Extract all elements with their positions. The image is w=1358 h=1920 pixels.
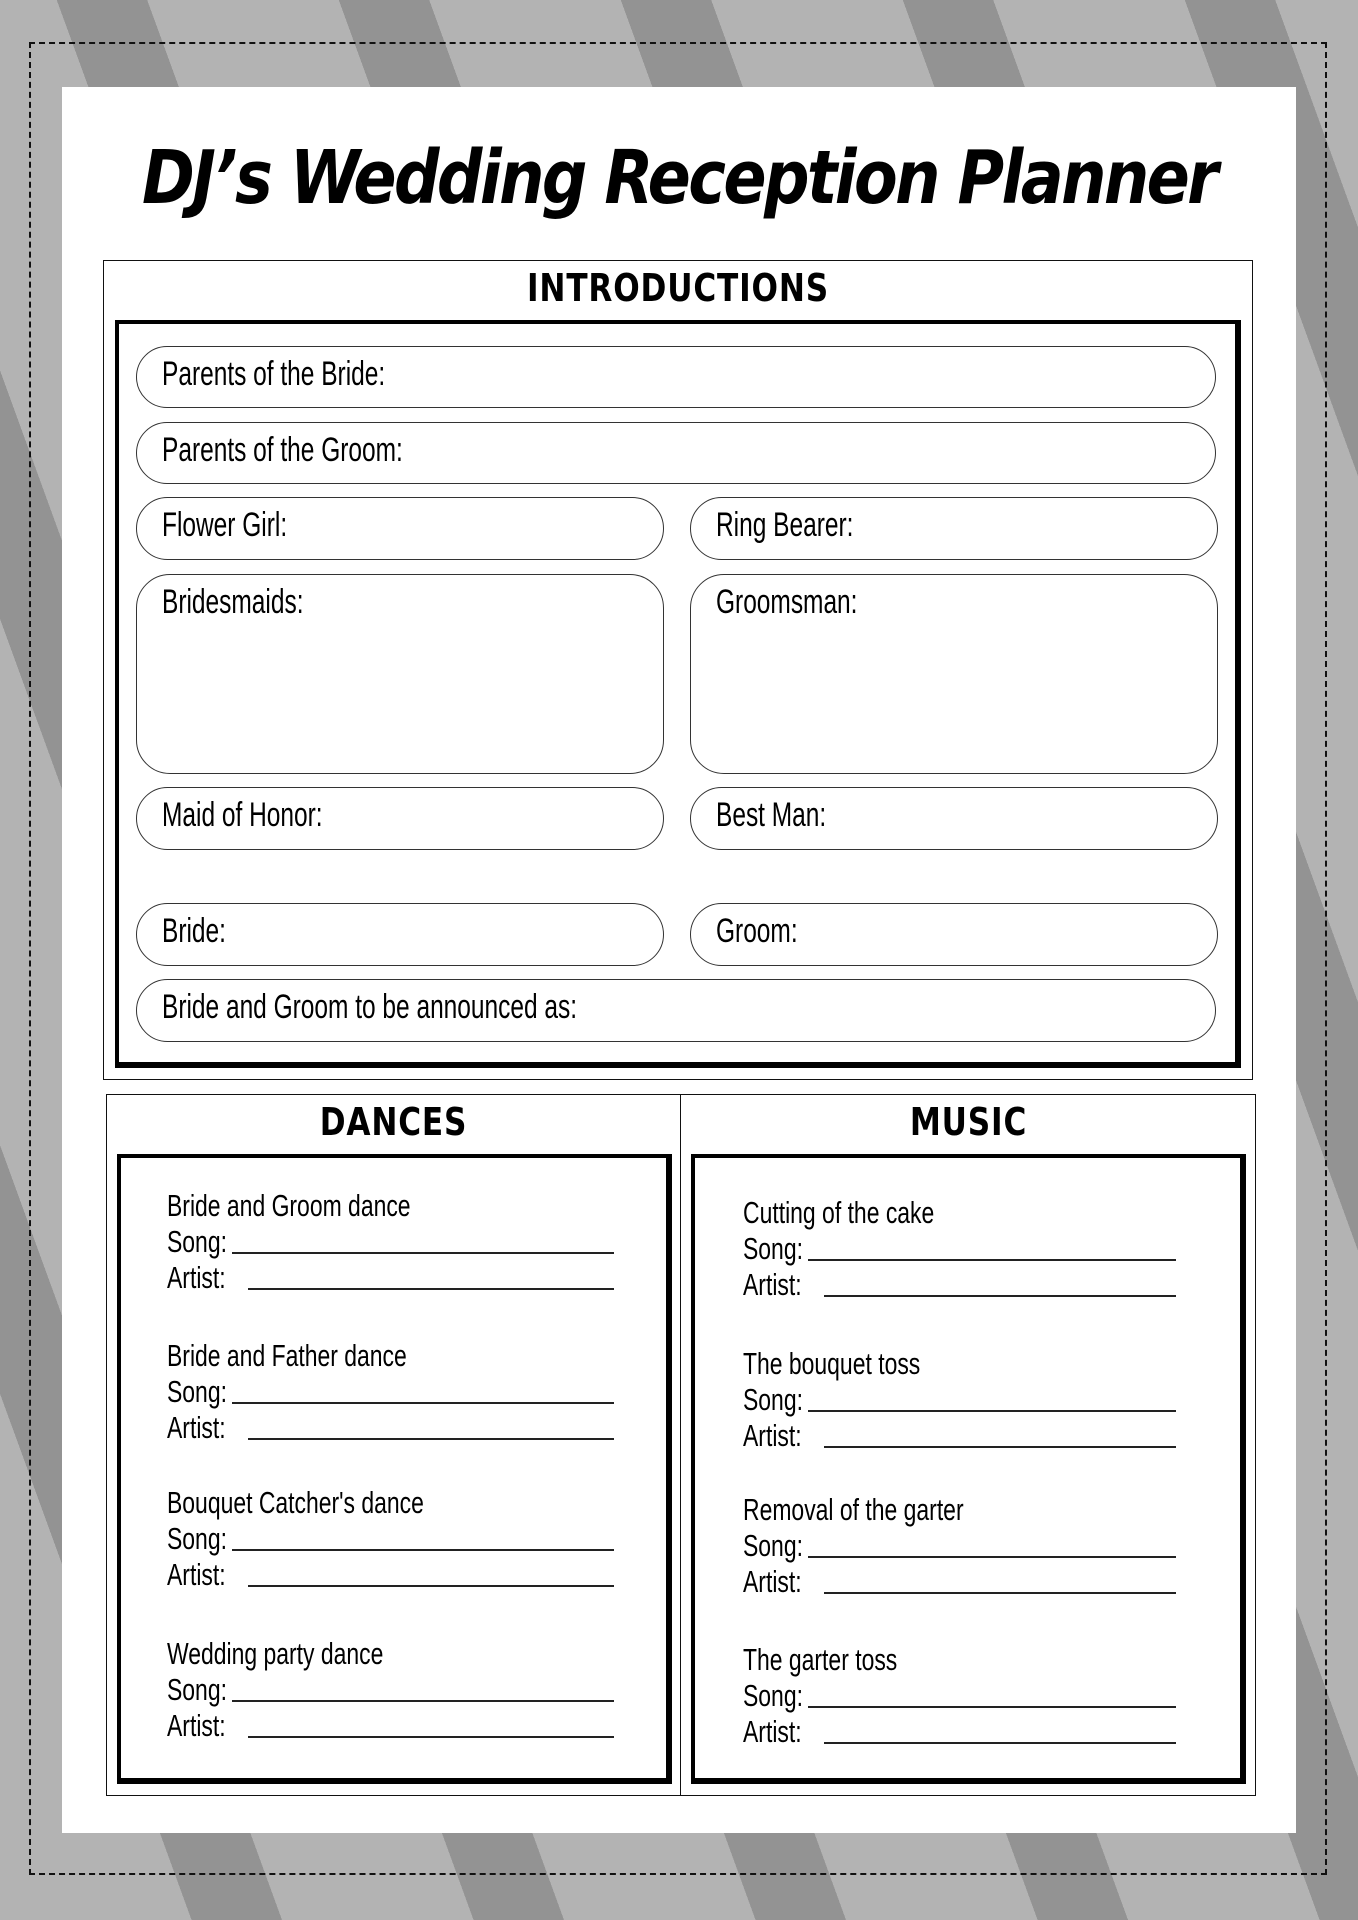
artist-input-line[interactable] bbox=[248, 1288, 614, 1290]
best-man-field[interactable] bbox=[690, 787, 1218, 850]
artist-label: Artist: bbox=[743, 1564, 802, 1599]
song-label: Song: bbox=[743, 1382, 803, 1417]
parents-of-bride-label: Parents of the Bride: bbox=[162, 355, 386, 393]
maid-of-honor-label: Maid of Honor: bbox=[162, 796, 323, 834]
parents-of-groom-field[interactable] bbox=[136, 422, 1216, 484]
song-label: Song: bbox=[743, 1678, 803, 1713]
song-input-line[interactable] bbox=[808, 1259, 1176, 1261]
music-item-title: Removal of the garter bbox=[743, 1492, 964, 1527]
music-item bbox=[743, 1492, 1193, 1602]
bride-field[interactable] bbox=[136, 903, 664, 966]
best-man-label: Best Man: bbox=[716, 796, 827, 834]
song-label: Song: bbox=[743, 1231, 803, 1266]
bride-label: Bride: bbox=[162, 912, 226, 950]
flower-girl-label: Flower Girl: bbox=[162, 506, 288, 544]
music-item-title: Cutting of the cake bbox=[743, 1195, 935, 1230]
dance-item-title: Bride and Father dance bbox=[167, 1338, 407, 1373]
song-input-line[interactable] bbox=[232, 1700, 614, 1702]
artist-label: Artist: bbox=[167, 1557, 226, 1592]
music-item bbox=[743, 1195, 1193, 1305]
maid-of-honor-field[interactable] bbox=[136, 787, 664, 850]
song-input-line[interactable] bbox=[808, 1556, 1176, 1558]
song-label: Song: bbox=[167, 1521, 227, 1556]
song-label: Song: bbox=[167, 1374, 227, 1409]
dances-heading: DANCES bbox=[319, 1100, 468, 1144]
dance-item-title: Bride and Groom dance bbox=[167, 1188, 411, 1223]
dance-item-title: Bouquet Catcher's dance bbox=[167, 1485, 424, 1520]
parents-of-groom-label: Parents of the Groom: bbox=[162, 431, 403, 469]
artist-label: Artist: bbox=[167, 1708, 226, 1743]
song-label: Song: bbox=[167, 1224, 227, 1259]
song-input-line[interactable] bbox=[232, 1402, 614, 1404]
music-item-title: The garter toss bbox=[743, 1642, 898, 1677]
bridesmaids-field[interactable] bbox=[136, 574, 664, 774]
artist-label: Artist: bbox=[743, 1267, 802, 1302]
artist-input-line[interactable] bbox=[248, 1585, 614, 1587]
music-item-title: The bouquet toss bbox=[743, 1346, 921, 1381]
introductions-heading: INTRODUCTIONS bbox=[527, 266, 829, 310]
artist-input-line[interactable] bbox=[824, 1295, 1176, 1297]
announced-as-field[interactable] bbox=[136, 979, 1216, 1042]
page-title: DJ’s Wedding Reception Planner bbox=[142, 135, 1216, 221]
music-item bbox=[743, 1346, 1193, 1456]
artist-input-line[interactable] bbox=[248, 1736, 614, 1738]
bridesmaids-label: Bridesmaids: bbox=[162, 583, 304, 621]
ring-bearer-field[interactable] bbox=[690, 497, 1218, 560]
flower-girl-field[interactable] bbox=[136, 497, 664, 560]
dance-item bbox=[167, 1338, 617, 1448]
dance-item bbox=[167, 1636, 617, 1746]
song-input-line[interactable] bbox=[232, 1252, 614, 1254]
dance-item bbox=[167, 1188, 617, 1298]
song-label: Song: bbox=[743, 1528, 803, 1563]
ring-bearer-label: Ring Bearer: bbox=[716, 506, 854, 544]
artist-label: Artist: bbox=[743, 1418, 802, 1453]
groom-label: Groom: bbox=[716, 912, 798, 950]
groomsman-field[interactable] bbox=[690, 574, 1218, 774]
groomsman-label: Groomsman: bbox=[716, 583, 858, 621]
song-input-line[interactable] bbox=[808, 1410, 1176, 1412]
artist-input-line[interactable] bbox=[824, 1446, 1176, 1448]
parents-of-bride-field[interactable] bbox=[136, 346, 1216, 408]
artist-label: Artist: bbox=[743, 1714, 802, 1749]
artist-input-line[interactable] bbox=[824, 1742, 1176, 1744]
artist-label: Artist: bbox=[167, 1260, 226, 1295]
song-input-line[interactable] bbox=[808, 1706, 1176, 1708]
song-label: Song: bbox=[167, 1672, 227, 1707]
artist-label: Artist: bbox=[167, 1410, 226, 1445]
dance-item bbox=[167, 1485, 617, 1595]
music-item bbox=[743, 1642, 1193, 1752]
artist-input-line[interactable] bbox=[824, 1592, 1176, 1594]
song-input-line[interactable] bbox=[232, 1549, 614, 1551]
artist-input-line[interactable] bbox=[248, 1438, 614, 1440]
dance-item-title: Wedding party dance bbox=[167, 1636, 384, 1671]
groom-field[interactable] bbox=[690, 903, 1218, 966]
music-heading: MUSIC bbox=[909, 1100, 1028, 1144]
section-divider bbox=[680, 1094, 681, 1796]
announced-as-label: Bride and Groom to be announced as: bbox=[162, 988, 578, 1026]
